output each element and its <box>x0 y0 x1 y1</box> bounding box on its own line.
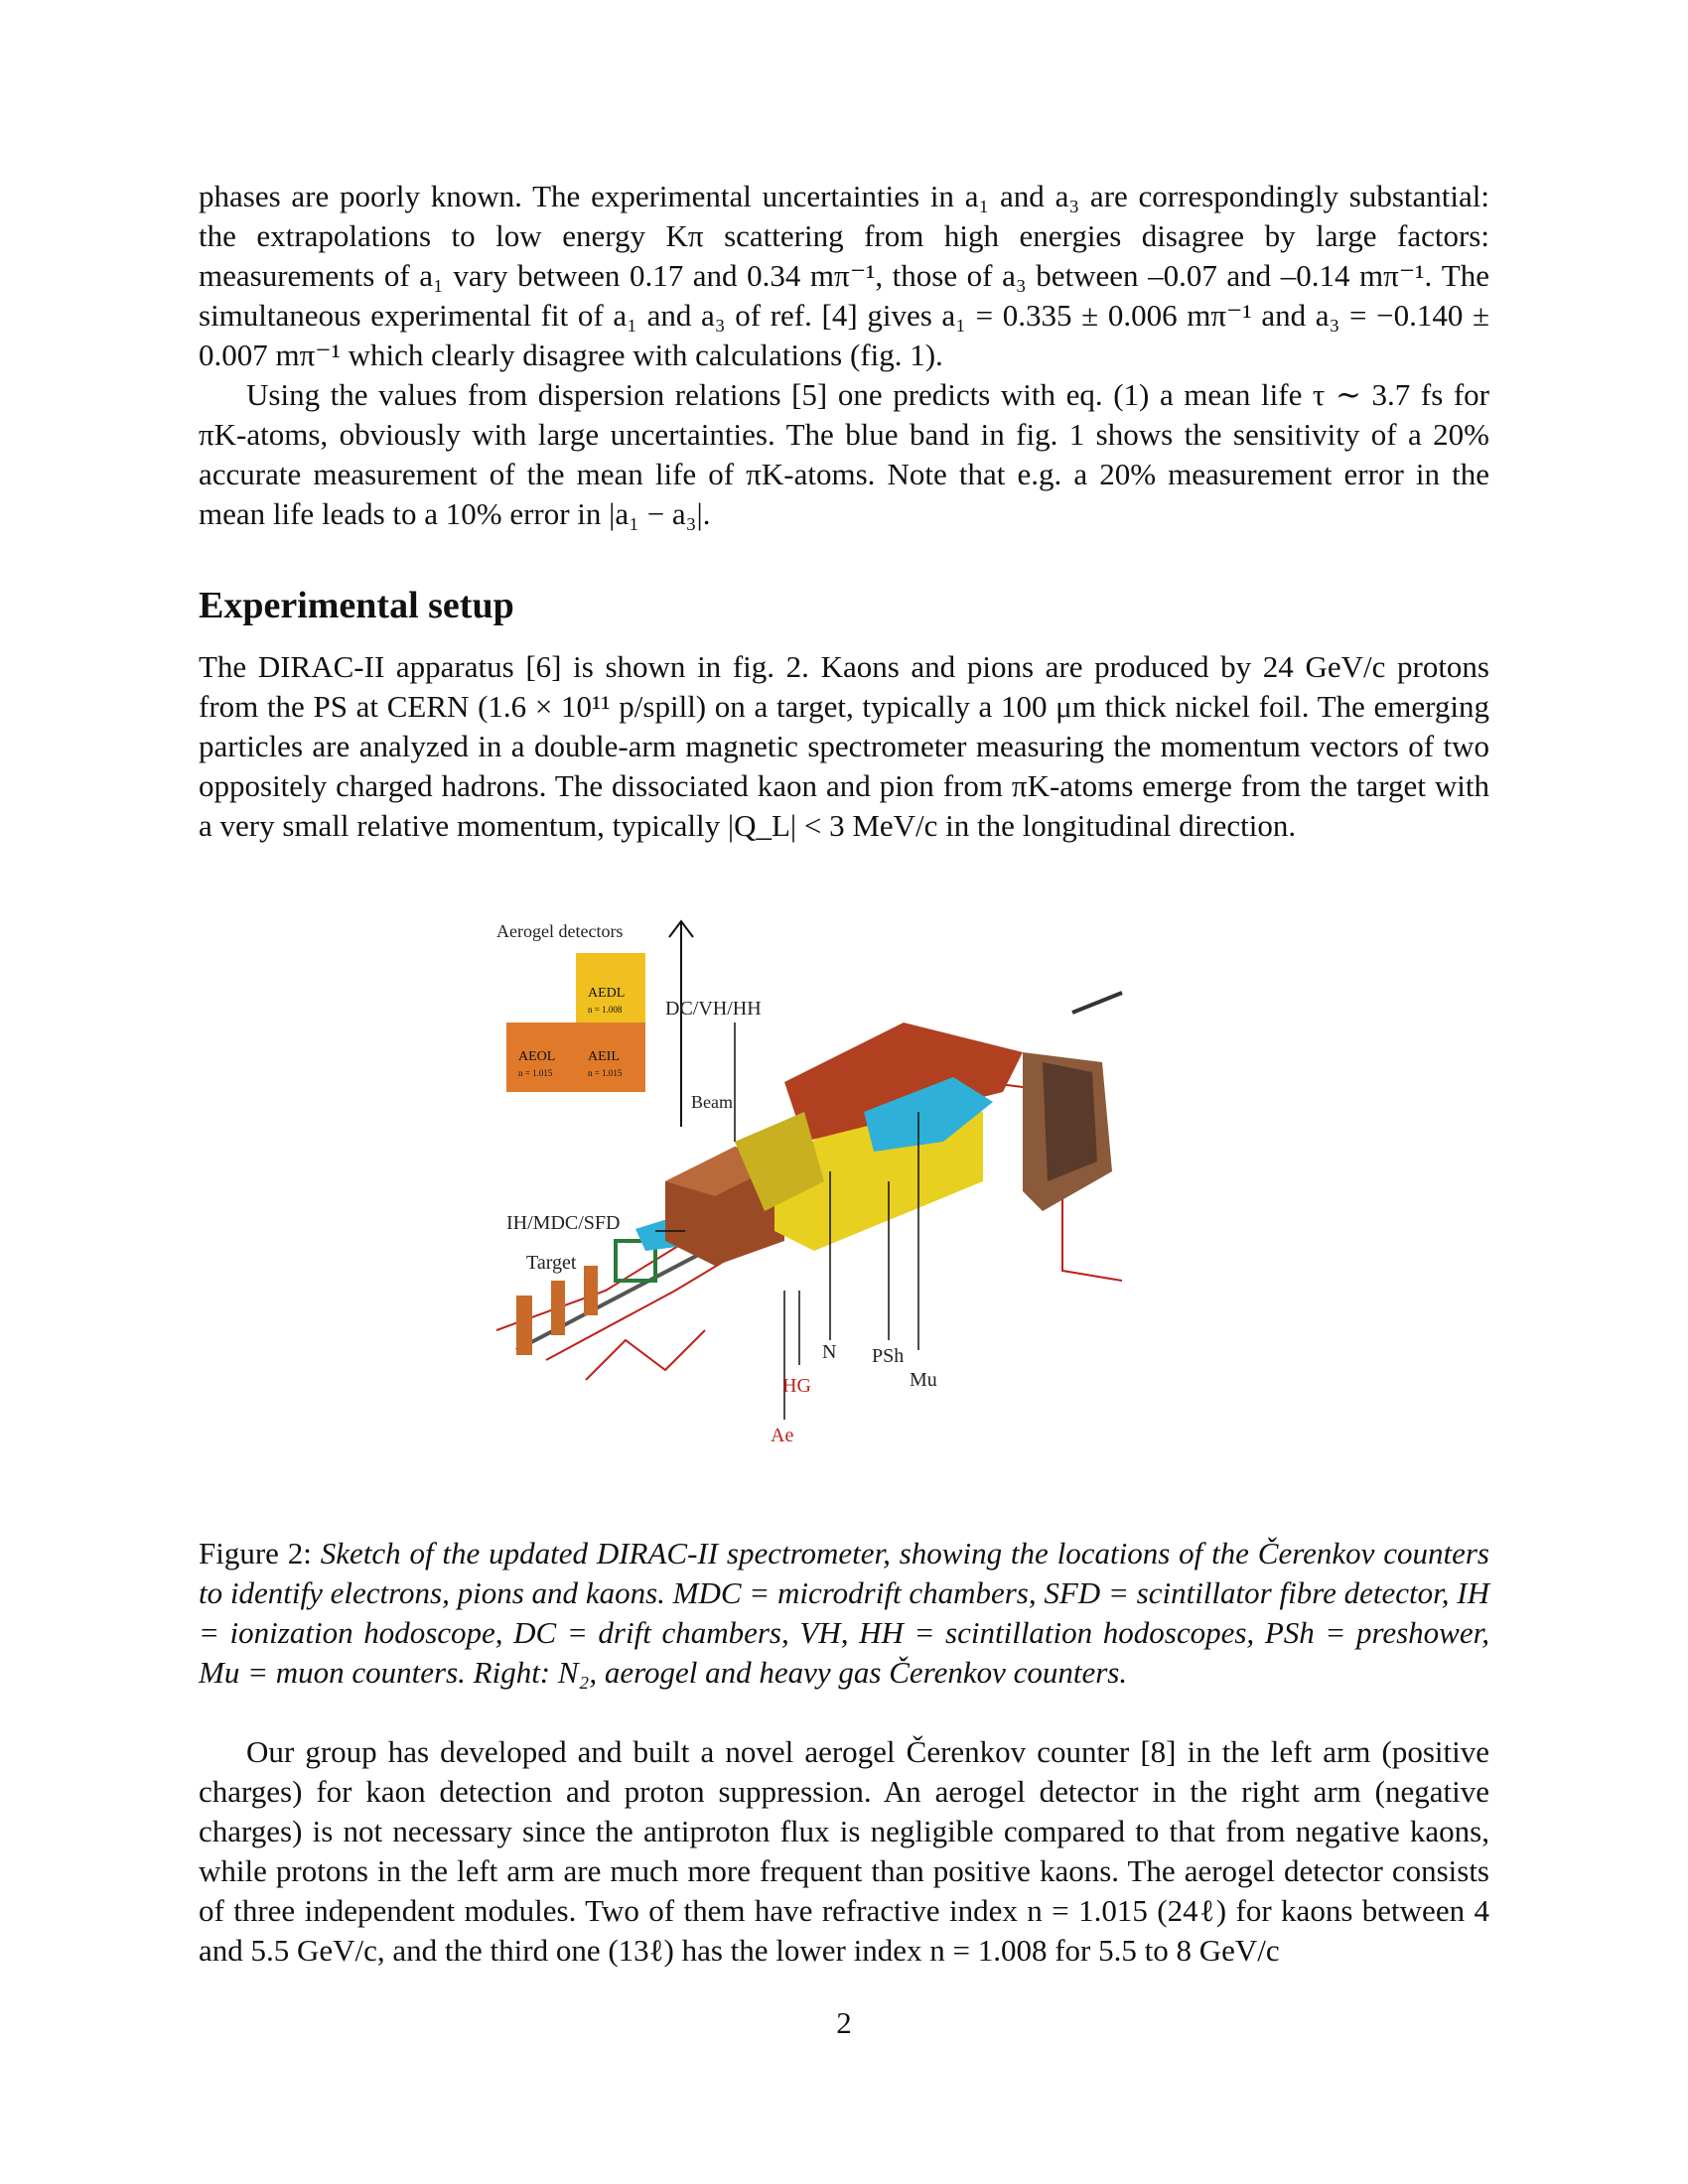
inset-title: Aerogel detectors <box>496 921 624 941</box>
ih-label: IH/MDC/SFD <box>506 1212 621 1234</box>
intro-paragraph: phases are poorly known. The experimental uncertainties in a₁ and a₃ are correspondingly substantial: the extrapolations to low energy Kπ scattering from high energies disagree by large factors: measurements of a₁ vary between 0.17 and 0.34 mπ⁻¹, those of a₃ between –0.07 and –0.14 mπ⁻¹. The simultaneous experimental fit of a₁ and a₃ of ref. [4] gives a₁ = 0.335 ± 0.006 mπ⁻¹ and a₃ = −0.140 ± 0.007 mπ⁻¹ which clearly disagree with calculations (fig. 1). <box>199 179 1489 372</box>
ae-label: Ae <box>771 1425 794 1446</box>
muon-block <box>1043 1062 1097 1181</box>
floor-zigzag <box>586 1330 705 1380</box>
final-paragraph: Our group has developed and built a novel aerogel Čerenkov counter [8] in the left arm (positive charges) for kaon detection and proton suppression. An aerogel detector in the right arm (negative charges) is not necessary since the antiproton flux is negligible compared to that from negative kaons, while protons in the left arm are much more frequent than positive kaons. The aerogel detector consists of three independent modules. Two of them have refractive index n = 1.015 (24ℓ) for kaons between 4 and 5.5 GeV/c, and the third one (13ℓ) has the lower index n = 1.008 for 5.5 to 8 GeV/c <box>199 1734 1489 1968</box>
spectrometer-sketch <box>487 913 1241 1489</box>
exit-pipe <box>1072 993 1122 1013</box>
aeol-index: n = 1.015 <box>518 1068 553 1078</box>
aeol-label: AEOL <box>518 1049 556 1064</box>
aedl-index: n = 1.008 <box>588 1005 623 1015</box>
caption-prefix: Figure 2: <box>199 1536 312 1570</box>
dc-label: DC/VH/HH <box>665 998 762 1020</box>
figure-caption <box>199 1534 1489 1693</box>
mu-label: Mu <box>910 1369 937 1391</box>
psh-label: PSh <box>872 1345 905 1367</box>
n-label: N <box>822 1341 837 1363</box>
aeil-label: AEIL <box>588 1049 620 1064</box>
setup-paragraph: The DIRAC-II apparatus [6] is shown in fig. 2. Kaons and pions are produced by 24 GeV/c protons from the PS at CERN (1.6 × 10¹¹ p/spill) on a target, typically a 100 μm thick nickel foil. The emerging particles are analyzed in a double-arm magnetic spectrometer measuring the momentum vectors of two oppositely charged hadrons. The dissociated kaon and pion from πK-atoms emerge from the target with a very small relative momentum, typically |Q_L| < 3 MeV/c in the longitudinal direction. <box>199 649 1489 843</box>
target-stand <box>516 1296 532 1355</box>
aeil-index: n = 1.015 <box>588 1068 623 1078</box>
dirac-figure <box>487 913 1241 1489</box>
hg-label: HG <box>782 1375 811 1397</box>
second-paragraph: Using the values from dispersion relations [5] one predicts with eq. (1) a mean life τ ∼ 3.7 fs for πK-atoms, obviously with large uncertainties. The blue band in fig. 1 shows the sensitivity of a 20% accurate measurement of the mean life of πK-atoms. Note that e.g. a 20% measurement error in the mean life leads to a 10% error in |a₁ − a₃|. <box>199 377 1489 531</box>
caption-text: Sketch of the updated DIRAC-II spectrometer, showing the locations of the Čerenkov counters to identify electrons, pions and kaons. MDC = microdrift chambers, SFD = scintillator fibre detector, IH = ionization hodoscope, DC = drift chambers, VH, HH = scintillation hodoscopes, PSh = preshower, Mu = muon counters. Right: N₂, aerogel and heavy gas Čerenkov counters. <box>199 1536 1489 1690</box>
page-number: 2 <box>836 2005 852 2040</box>
beam-label: Beam <box>691 1092 733 1112</box>
section-title: Experimental setup <box>199 585 514 626</box>
aedl-label: AEDL <box>588 986 626 1001</box>
beam-stand <box>584 1266 598 1315</box>
beam-stand <box>551 1281 565 1335</box>
target-label: Target <box>526 1252 577 1274</box>
